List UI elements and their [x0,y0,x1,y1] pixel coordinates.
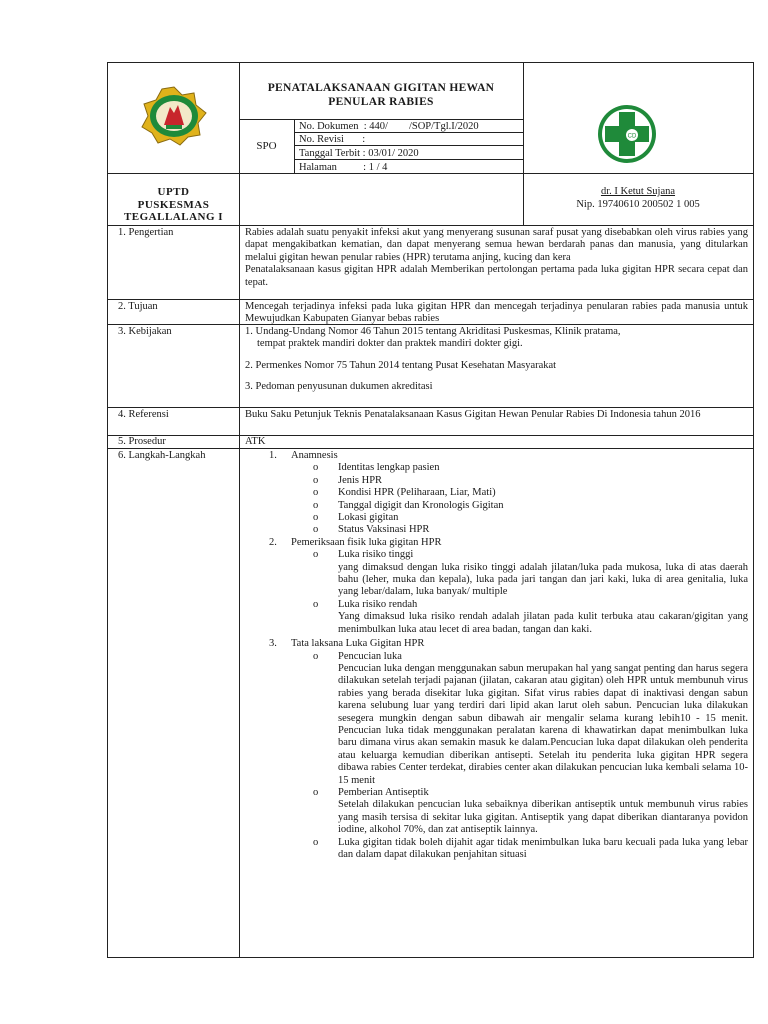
list-item-text: Jenis HPR [338,474,383,486]
section-label-tujuan: 2. Tujuan [118,301,158,312]
subitem-text: yang dimaksud dengan luka risiko tinggi adalah jilatan/luka pada mukosa, luka di atas daerah bahu (leher, muka dan kepala), luka pada jari tangan dan jari kaki, luka di area genitalia, luka yang lebar/dalam, luka banyak/ multiple [338,561,748,598]
subitem-text: Setelah dilakukan pencucian luka sebaiknya diberikan antiseptik untuk membunuh virus rabies yang masih tersisa di sekitar luka gigitan. Antiseptik yang dapat diberikan diantaranya povidon iodine, alkohol 70%, dan zat antiseptik lainnya. [338,799,748,836]
bullet: o [313,474,319,486]
step-number: 3. [269,638,277,650]
doc-page: Halaman : 1 / 4 [299,162,388,173]
list-item-text: Lokasi gigitan [338,512,399,524]
list-item [245,524,748,536]
kebijakan-item-1: 1. Undang-Undang Nomor 46 Tahun 2015 tentang Akriditasi Puskesmas, Klinik pratama, [245,326,621,337]
kebijakan-item-2: 2. Permenkes Nomor 75 Tahun 2014 tentang Pusat Kesehatan Masyarakat [245,359,557,371]
list-item-text: Status Vaksinasi HPR [338,524,430,536]
bullet: o [313,499,319,511]
divider [108,299,753,300]
section-label-pengertian: 1. Pengertian [118,227,174,238]
step-title-pemeriksaan: Pemeriksaan fisik luka gigitan HPR [291,536,442,548]
list-item [245,487,748,499]
doc-revision: No. Revisi : [299,134,366,145]
signer-nip: Nip. 19740610 200502 1 005 [576,198,700,210]
anamnesis-list [245,462,748,536]
org-line2: PUSKESMAS [137,198,210,211]
section-label-prosedur: 5. Prosedur [118,436,166,447]
puskesmas-logo-text: CD [627,133,637,140]
pengertian-text: Rabies adalah suatu penyakit infeksi akut yang menyerang susunan saraf pusat yang disebabkan oleh virus rabies yang dapat mengakibatkan kematian, dan dapat menyerang semua hewan berdarah panas dan manusia, yang ditularkan melalui gigitan hewan penular rabies (HPR) terutama anjing, kucing dan kera [245,227,748,263]
subitem-text: Pencucian luka dengan menggunakan sabun merupakan hal yang sangat penting dan harus segera dilakukan setelah terjadi pajanan (jilatan, cakaran atau gigitan) oleh HPR untuk membunuh virus rabies yang berada disekitar luka gigitan. Sifat virus rabies dapat di inaktivasi dengan sabun karena selubung luar yang terdiri dari lipid akan larut oleh sabun. Pencucian luka dilakukan sesegera mungkin dengan sabun dibawah air mengalir selama kurang lebih10 - 15 menit. Pencucian luka tidak menggunakan peralatan karena di khawatirkan dapat menimbulkan luka baru dimana virus akan semakin masuk ke dalam.Pencucian luka dapat dilakukan oleh penderita atau keluarga kemudian diberikan antisepti. Setelah itu penderita luka gigitan HPR segera dibawa rabies Center terdekat, dirabies center akan dilakukan pencucian luka kembali selama 10-15 menit [338,662,748,786]
bullet: o [313,549,319,561]
sop-document [107,62,754,958]
section-label-kebijakan: 3. Kebijakan [118,326,172,337]
subitem-text: Yang dimaksud luka risiko rendah adalah jilatan pada kulit terbuka atau cakaran/gigitan yang menimbulkan luka atau lecet di area badan, tangan dan kaki. [338,611,748,635]
subitem-title: Luka risiko rendah [338,598,418,610]
bullet: o [313,462,319,474]
list-item-text: Kondisi HPR (Peliharaan, Liar, Mati) [338,487,496,499]
doc-number: No. Dokumen : 440/ /SOP/Tgl.I/2020 [299,121,479,132]
list-item [245,475,748,487]
subitem-title: Pemberian Antiseptik [338,786,429,798]
referensi-text: Buku Saku Petunjuk Teknis Penatalaksanaan Kasus Gigitan Hewan Penular Rabies Di Indonesia tahun 2016 [245,409,701,420]
list-item [245,500,748,512]
bullet: o [313,512,319,524]
bullet: o [313,836,319,848]
bullet: o [313,487,319,499]
step-title-tata-laksana: Tata laksana Luka Gigitan HPR [291,638,425,650]
step-number: 2. [269,536,277,548]
prosedur-text: ATK [245,436,266,447]
kebijakan-item-3: 3. Pedoman penyusunan dukumen akreditasi [245,381,433,393]
spo-label: SPO [256,140,277,152]
section-label-langkah: 6. Langkah-Langkah [118,450,206,461]
bullet: o [313,598,319,610]
divider [108,225,753,226]
step-title-anamnesis: Anamnesis [291,450,338,461]
org-line1: UPTD [157,186,190,198]
list-item-text: Tanggal digigit dan Kronologis Gigitan [338,499,504,511]
bullet: o [313,524,319,536]
subitem-title: Luka risiko tinggi [338,549,414,561]
list-item-text: Identitas lengkap pasien [338,462,440,474]
kebijakan-item-1-cont: tempat praktek mandiri dokter dan praktek mandiri dokter gigi. [257,338,523,350]
document-title-line1: PENATALAKSANAAN GIGITAN HEWAN [267,82,495,94]
signer-name: dr. I Ketut Sujana [600,186,676,197]
tujuan-text: Mencegah terjadinya infeksi pada luka gigitan HPR dan mencegah terjadinya penularan rabies pada manusia untuk Mewujudkan Kabupaten Gianyar bebas rabies [245,301,748,325]
org-line3: TEGALLALANG I [123,211,224,223]
doc-issue-date: Tanggal Terbit : 03/01/ 2020 [299,148,419,159]
document-title-line2: PENULAR RABIES [328,96,434,108]
subitem-text: Luka gigitan tidak boleh dijahit agar tidak menimbulkan luka baru kecuali pada luka yang lebar dan dalam dapat dilakukan penjahitan situasi [338,836,748,860]
divider [294,119,295,173]
langkah-content [245,450,748,861]
section-label-referensi: 4. Referensi [118,409,169,420]
list-item [245,462,748,474]
divider [523,63,524,173]
list-item [245,512,748,524]
bullet: o [313,650,319,662]
step-number: 1. [269,450,277,461]
subitem-title: Pencucian luka [338,650,402,662]
regency-seal-logo [138,85,210,147]
divider [108,407,753,408]
divider [239,225,240,957]
pengertian-text-2: Penatalaksanaan kasus gigitan HPR adalah Memberikan pertolongan pertama pada luka gigitan HPR secara cepat dan tepat. [245,264,748,288]
bullet: o [313,786,319,798]
puskesmas-logo [596,103,658,165]
